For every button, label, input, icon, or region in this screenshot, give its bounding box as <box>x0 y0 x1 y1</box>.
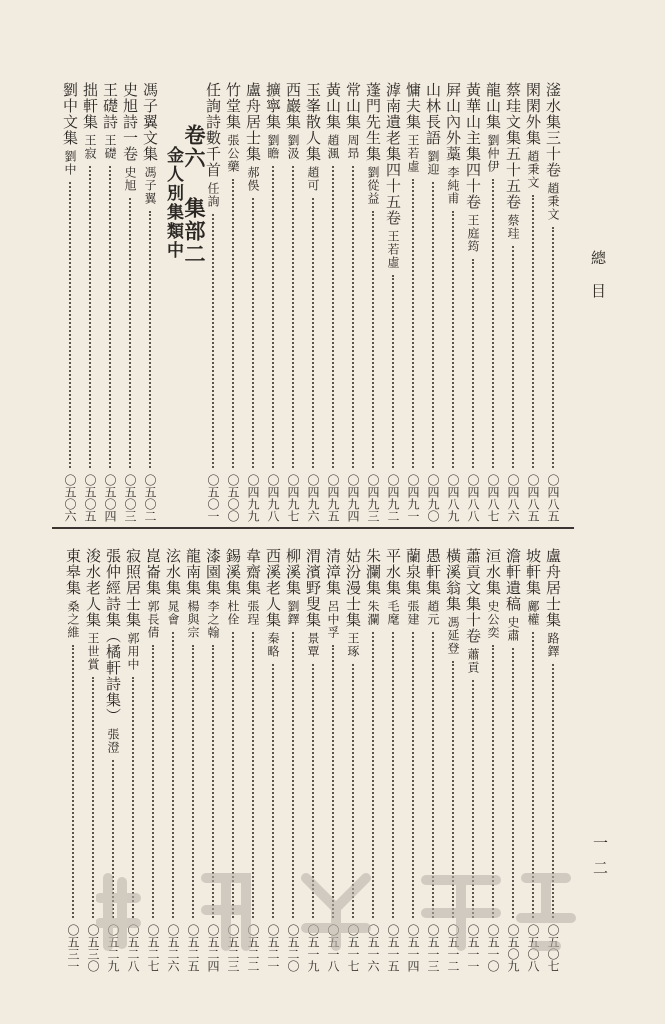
toc-entry-title <box>463 548 483 674</box>
toc-entry <box>83 548 103 972</box>
toc-entry-page: 〇五〇五 <box>83 474 97 522</box>
toc-entry-title <box>403 548 423 626</box>
toc-entry-title-text: 張仲經詩集（橘軒詩集） <box>104 548 122 724</box>
toc-leader-dots <box>352 166 354 468</box>
toc-entry-author: 蕭貢 <box>466 648 480 674</box>
toc-entry <box>383 82 403 522</box>
toc-entry <box>543 82 563 522</box>
toc-entry-title <box>103 548 123 754</box>
toc-entry-title-text: 蔡珪文集五十五卷 <box>504 82 522 210</box>
toc-leader-dots <box>492 179 494 468</box>
toc-entry-title-text: 慵夫集 <box>404 82 422 130</box>
toc-entry-title <box>383 548 403 626</box>
toc-entry-page: 〇五二二 <box>246 924 260 972</box>
toc-entry-title <box>483 548 503 639</box>
toc-leader-dots <box>212 214 214 468</box>
toc-entry-title <box>223 82 243 173</box>
toc-entry-title <box>303 548 323 658</box>
toc-entry-title-text: 錫溪集 <box>224 548 242 596</box>
toc-entry-page: 〇四九五 <box>326 474 340 522</box>
toc-entry-title-text: 史旭詩一卷 <box>121 82 139 162</box>
volume-subheading: 金人別集類中 <box>163 146 183 260</box>
bottom-toc <box>0 548 665 972</box>
toc-entry-page: 〇四九七 <box>286 474 300 522</box>
toc-entry <box>403 82 423 522</box>
toc-entry-title <box>543 82 563 221</box>
toc-entry-author: 郭長倩 <box>146 600 160 639</box>
toc-entry-page: 〇五一二 <box>446 924 460 972</box>
toc-entry <box>503 548 523 972</box>
toc-entry-title-text: 蓬門先生集 <box>364 82 382 162</box>
toc-entry-page: 〇五一六 <box>366 924 380 972</box>
toc-leader-dots <box>192 645 194 918</box>
toc-entry-title-text: 盧舟居士集 <box>544 548 562 628</box>
toc-entry-title-text: 漆園集 <box>204 548 222 596</box>
toc-entry-title <box>523 548 543 626</box>
toc-entry-author: 史公奕 <box>486 600 500 639</box>
toc-entry-title <box>140 82 160 205</box>
toc-entry-page: 〇四八六 <box>506 474 520 522</box>
toc-entry-page: 〇四九三 <box>366 474 380 522</box>
toc-entry <box>203 548 223 972</box>
toc-entry <box>60 82 80 522</box>
volume-heading: 卷六 集部二 <box>182 124 207 266</box>
toc-entry <box>143 548 163 972</box>
toc-entry-page: 〇五一三 <box>426 924 440 972</box>
toc-entry <box>383 548 403 972</box>
toc-entry-author: 王庭筠 <box>466 214 480 253</box>
toc-entry-author: 景覃 <box>306 632 320 658</box>
toc-entry-title <box>263 82 283 160</box>
toc-leader-dots <box>312 198 314 468</box>
toc-leader-dots <box>372 632 374 918</box>
toc-entry-title-text: 盧舟居士集 <box>244 82 262 162</box>
toc-entry-title <box>143 548 163 639</box>
toc-leader-dots <box>352 664 354 918</box>
toc-leader-dots <box>512 246 514 468</box>
toc-entry-page: 〇五一八 <box>326 924 340 972</box>
toc-entry-page: 〇五二六 <box>166 924 180 972</box>
toc-leader-dots <box>132 677 134 918</box>
toc-entry <box>323 548 343 972</box>
toc-entry-title <box>303 82 323 192</box>
toc-entry-title-text: 崑崙集 <box>144 548 162 596</box>
toc-entry-title <box>83 548 103 671</box>
toc-leader-dots <box>232 632 234 918</box>
toc-entry-title <box>243 82 263 192</box>
toc-entry <box>403 548 423 972</box>
toc-entry-page: 〇五一五 <box>386 924 400 972</box>
toc-entry <box>103 548 123 972</box>
toc-leader-dots <box>412 632 414 918</box>
volume-heading-block <box>164 124 208 354</box>
toc-entry <box>183 548 203 972</box>
toc-entry <box>303 548 323 972</box>
toc-entry-page: 〇五二八 <box>126 924 140 972</box>
toc-entry-title-text: 黃山集 <box>324 82 342 130</box>
toc-entry-title-text: 玉峯散人集 <box>304 82 322 162</box>
toc-entry-author: 王礎 <box>103 134 117 160</box>
toc-entry-author: 任詢 <box>206 182 220 208</box>
toc-entry <box>523 548 543 972</box>
toc-entry-title <box>223 548 243 626</box>
toc-entry-title <box>243 548 263 626</box>
toc-entry-page: 〇五〇三 <box>123 474 137 522</box>
toc-entry <box>263 82 283 522</box>
toc-entry-author: 趙可 <box>306 166 320 192</box>
toc-entry-title <box>263 548 283 658</box>
toc-entry-title <box>363 548 383 626</box>
toc-entry-author: 劉迎 <box>426 150 440 176</box>
toc-entry-page: 〇五二九 <box>106 924 120 972</box>
toc-entry-title-text: 山林長語 <box>424 82 442 146</box>
toc-entry-author: 張建 <box>406 600 420 626</box>
toc-leader-dots <box>149 211 151 468</box>
toc-entry-title <box>443 548 463 655</box>
toc-entry-page: 〇五〇〇 <box>226 474 240 522</box>
toc-entry-author: 張澄 <box>106 728 120 754</box>
toc-entry-title <box>283 548 303 626</box>
toc-leader-dots <box>252 198 254 468</box>
toc-entry <box>343 548 363 972</box>
toc-leader-dots <box>332 166 334 468</box>
toc-entry-author: 楊與宗 <box>186 600 200 639</box>
toc-entry-page: 〇五〇八 <box>526 924 540 972</box>
toc-entry-title-text: 常山集 <box>344 82 362 130</box>
toc-entry-title <box>323 548 343 639</box>
toc-leader-dots <box>372 211 374 468</box>
toc-entry-author: 王若虛 <box>386 230 400 269</box>
toc-entry-title <box>503 82 523 240</box>
toc-entry-page: 〇四九六 <box>306 474 320 522</box>
toc-leader-dots <box>92 677 94 918</box>
toc-entry <box>543 548 563 972</box>
toc-entry-title-text: 馮子翼文集 <box>141 82 159 162</box>
toc-leader-dots <box>392 275 394 468</box>
toc-entry-author: 趙元 <box>426 600 440 626</box>
toc-entry-author: 趙秉文 <box>546 182 560 221</box>
toc-entry <box>443 548 463 972</box>
toc-entry-title <box>123 548 143 671</box>
toc-entry-title-text: 泫水集 <box>164 548 182 596</box>
toc-entry-title <box>343 82 363 160</box>
toc-leader-dots <box>452 661 454 918</box>
toc-entry-title-text: 拙軒集 <box>81 82 99 130</box>
toc-entry <box>463 82 483 522</box>
toc-entry-title-text: 蕭貢文集十卷 <box>464 548 482 644</box>
toc-entry-page: 〇五二五 <box>186 924 200 972</box>
toc-entry <box>363 548 383 972</box>
toc-entry <box>140 82 160 522</box>
toc-entry-title-text: 浚水老人集 <box>84 548 102 628</box>
toc-entry <box>80 82 100 522</box>
toc-leader-dots <box>432 632 434 918</box>
toc-entry-author: 王寂 <box>83 134 97 160</box>
toc-entry <box>483 548 503 972</box>
toc-leader-dots <box>252 632 254 918</box>
toc-entry-page: 〇五二三 <box>226 924 240 972</box>
toc-entry <box>343 82 363 522</box>
toc-leader-dots <box>69 182 71 468</box>
toc-leader-dots <box>552 664 554 918</box>
toc-entry-title <box>443 82 463 205</box>
toc-entry-author: 史肅 <box>506 616 520 642</box>
header-section-label: 總目 <box>589 250 607 316</box>
toc-entry-page: 〇五〇六 <box>63 474 77 522</box>
toc-entry-page: 〇四九一 <box>406 474 420 522</box>
toc-entry <box>523 82 543 522</box>
toc-entry <box>483 82 503 522</box>
toc-leader-dots <box>112 760 114 918</box>
toc-entry-author: 劉瞻 <box>266 134 280 160</box>
toc-entry <box>363 82 383 522</box>
toc-entry-title-text: 擴寧集 <box>264 82 282 130</box>
toc-entry-author: 史旭 <box>123 166 137 192</box>
toc-entry <box>163 548 183 972</box>
toc-entry-title-text: 黃華山主集四十卷 <box>464 82 482 210</box>
toc-entry-title-text: 清漳集 <box>324 548 342 596</box>
toc-entry <box>100 82 120 522</box>
toc-entry <box>243 82 263 522</box>
toc-entry-author: 路鐸 <box>546 632 560 658</box>
toc-entry-title <box>120 82 140 192</box>
toc-leader-dots <box>292 632 294 918</box>
toc-leader-dots <box>72 645 74 918</box>
toc-leader-dots <box>109 166 111 468</box>
toc-entry-author: 趙渢 <box>326 134 340 160</box>
toc-entry-title <box>100 82 120 160</box>
toc-leader-dots <box>472 259 474 468</box>
toc-entry-title-text: 滹南遺老集四十五卷 <box>384 82 402 226</box>
toc-entry-title <box>423 82 443 176</box>
toc-leader-dots <box>212 645 214 918</box>
toc-entry-title-text: 坡軒集 <box>524 548 542 596</box>
toc-leader-dots <box>392 632 394 918</box>
toc-entry-page: 〇五二〇 <box>286 924 300 972</box>
toc-entry <box>303 82 323 522</box>
top-toc <box>0 82 665 522</box>
toc-leader-dots <box>472 680 474 918</box>
toc-entry-author: 晁會 <box>166 600 180 626</box>
toc-entry-author: 杜佺 <box>226 600 240 626</box>
toc-entry <box>63 548 83 972</box>
toc-entry <box>120 82 140 522</box>
toc-entry-author: 王世賞 <box>86 632 100 671</box>
toc-entry-page: 〇四八五 <box>546 474 560 522</box>
toc-entry-author: 張珵 <box>246 600 260 626</box>
toc-entry-page: 〇五一一 <box>466 924 480 972</box>
toc-entry-title-text: 朱瀾集 <box>364 548 382 596</box>
toc-leader-dots <box>129 198 131 468</box>
toc-entry-author: 郭用中 <box>126 632 140 671</box>
page-number: 一二 <box>591 835 609 885</box>
toc-entry-page: 〇四八七 <box>486 474 500 522</box>
toc-entry-title-text: 澹軒遺稿 <box>504 548 522 612</box>
toc-entry <box>463 548 483 972</box>
toc-entry-title-text: 韋齋集 <box>244 548 262 596</box>
toc-entry-title <box>183 548 203 639</box>
toc-entry-page: 〇五一〇 <box>486 924 500 972</box>
toc-entry-title-text: 滏水集三十卷 <box>544 82 562 178</box>
toc-entry <box>423 82 443 522</box>
toc-entry-page: 〇五一七 <box>346 924 360 972</box>
toc-entry-title-text: 西巖集 <box>284 82 302 130</box>
toc-entry-title-text: 愚軒集 <box>424 548 442 596</box>
toc-entry <box>243 548 263 972</box>
toc-entry-page: 〇四八八 <box>466 474 480 522</box>
toc-entry-author: 朱瀾 <box>366 600 380 626</box>
toc-entry-author: 李純甫 <box>446 166 460 205</box>
toc-entry-title-text: 龍山集 <box>484 82 502 130</box>
toc-leader-dots <box>272 166 274 468</box>
toc-entry-title <box>383 82 403 269</box>
toc-entry-title-text: 劉中文集 <box>61 82 79 146</box>
toc-entry-title-text: 寂照居士集 <box>124 548 142 628</box>
toc-entry-title <box>543 548 563 658</box>
toc-entry-title-text: 洹水集 <box>484 548 502 596</box>
toc-leader-dots <box>332 645 334 918</box>
toc-leader-dots <box>89 166 91 468</box>
toc-entry-title-text: 屛山內外藁 <box>444 82 462 162</box>
toc-entry-title <box>423 548 443 626</box>
toc-entry-title <box>363 82 383 205</box>
toc-entry-title <box>323 82 343 160</box>
toc-entry-author: 王若虛 <box>406 134 420 173</box>
toc-entry-page: 〇四九二 <box>386 474 400 522</box>
toc-entry-title <box>483 82 503 173</box>
toc-leader-dots <box>232 179 234 468</box>
toc-entry-page: 〇五二七 <box>146 924 160 972</box>
toc-entry-page: 〇四九九 <box>246 474 260 522</box>
toc-entry-author: 鄺權 <box>526 600 540 626</box>
toc-leader-dots <box>312 664 314 918</box>
toc-entry-title <box>503 548 523 642</box>
toc-entry-author: 毛麾 <box>386 600 400 626</box>
toc-entry <box>423 548 443 972</box>
toc-entry-title-text: 平水集 <box>384 548 402 596</box>
toc-entry-author: 劉鐸 <box>286 600 300 626</box>
toc-entry-title-text: 東皋集 <box>64 548 82 596</box>
toc-entry-author: 桑之維 <box>66 600 80 639</box>
toc-entry <box>263 548 283 972</box>
toc-entry-title-text: 蘭泉集 <box>404 548 422 596</box>
toc-entry <box>283 548 303 972</box>
toc-entry-page: 〇四九八 <box>266 474 280 522</box>
toc-entry-title <box>60 82 80 176</box>
toc-entry-author: 秦略 <box>266 632 280 658</box>
toc-entry-author: 趙秉文 <box>526 150 540 189</box>
toc-leader-dots <box>532 195 534 468</box>
toc-entry-page: 〇五一九 <box>306 924 320 972</box>
toc-entry-page: 〇五〇一 <box>206 474 220 522</box>
toc-entry-author: 劉從益 <box>366 166 380 205</box>
toc-entry-title-text: 渭濱野叟集 <box>304 548 322 628</box>
toc-entry-title-text: 任詢詩數千首 <box>204 82 222 178</box>
toc-entry <box>283 82 303 522</box>
toc-entry-page: 〇五三〇 <box>86 924 100 972</box>
toc-entry-author: 馮子翼 <box>143 166 157 205</box>
toc-entry-title <box>523 82 543 189</box>
toc-entry-author: 李之翰 <box>206 600 220 639</box>
toc-leader-dots <box>292 166 294 468</box>
toc-entry-page: 〇四八五 <box>526 474 540 522</box>
toc-entry-title <box>283 82 303 160</box>
toc-entry-page: 〇五〇二 <box>143 474 157 522</box>
toc-entry-page: 〇五〇四 <box>103 474 117 522</box>
toc-entry-title <box>80 82 100 160</box>
toc-leader-dots <box>272 664 274 918</box>
toc-entry-title <box>343 548 363 658</box>
toc-entry-author: 劉中 <box>63 150 77 176</box>
toc-leader-dots <box>512 648 514 918</box>
toc-entry-author: 張公藥 <box>226 134 240 173</box>
toc-leader-dots <box>172 632 174 918</box>
toc-entry-author: 呂中孚 <box>326 600 340 639</box>
toc-entry <box>503 82 523 522</box>
toc-entry-title-text: 竹堂集 <box>224 82 242 130</box>
toc-leader-dots <box>452 211 454 468</box>
toc-entry-page: 〇五〇七 <box>546 924 560 972</box>
toc-entry-author: 劉仲伊 <box>486 134 500 173</box>
toc-entry-page: 〇五一四 <box>406 924 420 972</box>
toc-entry-title-text: 橫溪翁集 <box>444 548 462 612</box>
toc-entry-author: 劉汲 <box>286 134 300 160</box>
toc-entry-page: 〇五二一 <box>266 924 280 972</box>
section-divider <box>52 527 574 529</box>
toc-entry-title <box>63 548 83 639</box>
toc-entry-author: 蔡珪 <box>506 214 520 240</box>
toc-leader-dots <box>492 645 494 918</box>
toc-entry-page: 〇五三一 <box>66 924 80 972</box>
toc-leader-dots <box>432 182 434 468</box>
toc-leader-dots <box>412 179 414 468</box>
toc-entry-title-text: 姑汾漫士集 <box>344 548 362 628</box>
toc-entry-title <box>163 548 183 626</box>
toc-leader-dots <box>532 632 534 918</box>
toc-leader-dots <box>152 645 154 918</box>
toc-entry <box>223 548 243 972</box>
toc-entry-title <box>403 82 423 173</box>
toc-entry-page: 〇五二四 <box>206 924 220 972</box>
toc-entry-author: 周昻 <box>346 134 360 160</box>
toc-entry <box>123 548 143 972</box>
toc-entry-title <box>203 548 223 639</box>
toc-entry-title-text: 西溪老人集 <box>264 548 282 628</box>
toc-entry-author: 王琢 <box>346 632 360 658</box>
toc-entry-author: 馮延登 <box>446 616 460 655</box>
toc-entry-page: 〇四九〇 <box>426 474 440 522</box>
toc-entry-page: 〇四九四 <box>346 474 360 522</box>
toc-entry-author: 郝俁 <box>246 166 260 192</box>
toc-entry <box>223 82 243 522</box>
toc-entry-title-text: 王礎詩 <box>101 82 119 130</box>
toc-entry-title-text: 柳溪集 <box>284 548 302 596</box>
toc-entry <box>323 82 343 522</box>
toc-entry <box>443 82 463 522</box>
toc-leader-dots <box>552 227 554 468</box>
toc-entry-page: 〇五〇九 <box>506 924 520 972</box>
toc-entry-title <box>463 82 483 253</box>
toc-entry-title-text: 閑閑外集 <box>524 82 542 146</box>
toc-entry-page: 〇四八九 <box>446 474 460 522</box>
toc-entry-title-text: 龍南集 <box>184 548 202 596</box>
